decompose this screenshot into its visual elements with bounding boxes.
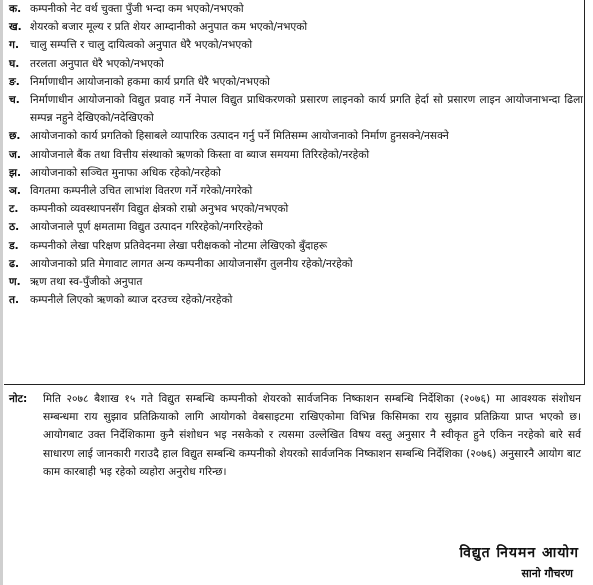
list-item [9, 18, 583, 36]
item-marker: छ. [9, 130, 21, 143]
item-marker: झ. [9, 166, 22, 179]
note-section [9, 390, 581, 481]
item-text: निर्माणाधीन आयोजनाको विद्युत प्रवाह गर्ने नेपाल विद्युत प्राधिकरणको प्रसारण लाइनको कार्य प्रगति हेर्दा सो प्रसारण लाइन आयोजनाभन्दा ढिला सम्पन्न नहुने देखिएको/नदेखिएको [30, 94, 583, 125]
item-text: कम्पनीको लेखा परिक्षण प्रतिवेदनमा लेखा परीक्षकको नोटमा लेखिएको बुँदाहरू [30, 239, 328, 252]
item-text: शेयरको बजार मूल्य र प्रति शेयर आम्दानीको अनुपात कम भएको/नभएको [30, 21, 308, 34]
item-marker: ण. [9, 276, 21, 289]
item-text: ऋण तथा स्व-पुँजीको अनुपात [30, 276, 143, 289]
item-marker: ज. [9, 148, 21, 161]
note-text: मिति २०७८ बैशाख १५ गते विद्युत सम्बन्धि कम्पनीको शेयरको सार्वजनिक निष्काशन सम्बन्धि निर्देशिका (२०७६) मा आवश्यक संशोधन सम्बन्धमा राय सुझाव प्रतिक्रियाको लागि आयोगको वेबसाइटमा राखिएकोमा विभिन्न किसिमका राय सुझाव प्रतिक्रिया प्राप्त भएको छ। आयोगबाट उक्त निर्देशिकामा कुनै संशोधन भइ नसकेको र त्यसमा उल्लेखित विषय वस्तु अनुसार नै स्वीकृत हुने एकिन नरहेको बारे सर्व साधारण लाई जानकारी गराउदै हाल विद्युत सम्बन्धि कम्पनीको शेयरको सार्वजनिक निष्काशन सम्बन्धि निर्देशिका (२०७६) अनुसारनै आयोग बाट काम कारबाही भइ रहेको व्यहोरा अनुरोध गरिन्छ। [43, 393, 581, 478]
list-item [9, 55, 583, 73]
item-marker: ख. [9, 21, 22, 34]
list-item [9, 273, 583, 291]
item-marker: ग. [9, 39, 19, 52]
issuer-address: सानो गौचरण [521, 567, 573, 580]
list-item [9, 218, 583, 236]
list-item [9, 255, 583, 273]
item-marker: ङ. [9, 75, 20, 88]
item-text: आयोजनाको कार्य प्रगतिको हिसाबले व्यापारिक उत्पादन गर्नु पर्ने मितिसम्म आयोजनाको निर्माण हुनसक्ने/नसक्ने [30, 130, 449, 143]
item-marker: ड. [9, 239, 19, 252]
item-text: कम्पनीले लिएको ऋणको ब्याज दरउच्च रहेको/नरहेको [30, 294, 233, 307]
item-marker: च. [9, 94, 20, 107]
item-marker: त. [9, 294, 20, 307]
item-text: आयोजनाले पूर्ण क्षमतामा विद्युत उत्पादन गरिरहेको/नगरिरहेको [30, 221, 263, 234]
item-text: आयोजनाको सञ्चित मुनाफा अधिक रहेको/नरहेको [30, 166, 221, 179]
list-item [9, 237, 583, 255]
list-item [9, 146, 583, 164]
list-item [9, 91, 583, 127]
item-marker: क. [9, 3, 22, 15]
item-text: निर्माणाधीन आयोजनाको हकमा कार्य प्रगति धेरै भएको/नभएको [30, 75, 270, 88]
list-item [9, 182, 583, 200]
list-item [9, 200, 583, 218]
list-item [9, 291, 583, 309]
item-text: आयोजनाले बैंक तथा वित्तीय संस्थाको ऋणको किस्ता वा ब्याज समयमा तिरिरहेको/नरहेको [30, 148, 370, 161]
note-label: नोट: [9, 393, 28, 405]
item-marker: ञ. [9, 185, 21, 198]
issuer-name: विद्युत नियमन आयोग [459, 545, 579, 561]
item-text: कम्पनीको व्यवस्थापनसँग विद्युत क्षेत्रको राम्रो अनुभव भएको/नभएको [30, 203, 289, 216]
item-marker: घ. [9, 57, 20, 70]
list-item [9, 73, 583, 91]
list-item [9, 36, 583, 54]
item-marker: ढ. [9, 257, 19, 270]
criteria-list [9, 0, 583, 309]
item-marker: ट. [9, 203, 19, 216]
list-item [9, 0, 583, 18]
item-text: आयोजनाको प्रति मेगावाट लागत अन्य कम्पनीका आयोजनासँग तुलनीय रहेको/नरहेको [30, 257, 353, 270]
list-item [9, 127, 583, 145]
signature-block [459, 544, 579, 583]
left-margin-rule [0, 0, 3, 585]
item-text: विगतमा कम्पनीले उचित लाभांश वितरण गर्ने गरेको/नगरेको [30, 185, 253, 198]
item-marker: ठ. [9, 221, 20, 234]
item-text: चालु सम्पत्ति र चालु दायित्वको अनुपात धेरै भएको/नभएको [30, 39, 253, 52]
list-item [9, 164, 583, 182]
item-text: कम्पनीको नेट वर्थ चुक्ता पुँजी भन्दा कम भएको/नभएको [30, 3, 244, 15]
item-text: तरलता अनुपात धेरै भएको/नभएको [30, 57, 164, 70]
